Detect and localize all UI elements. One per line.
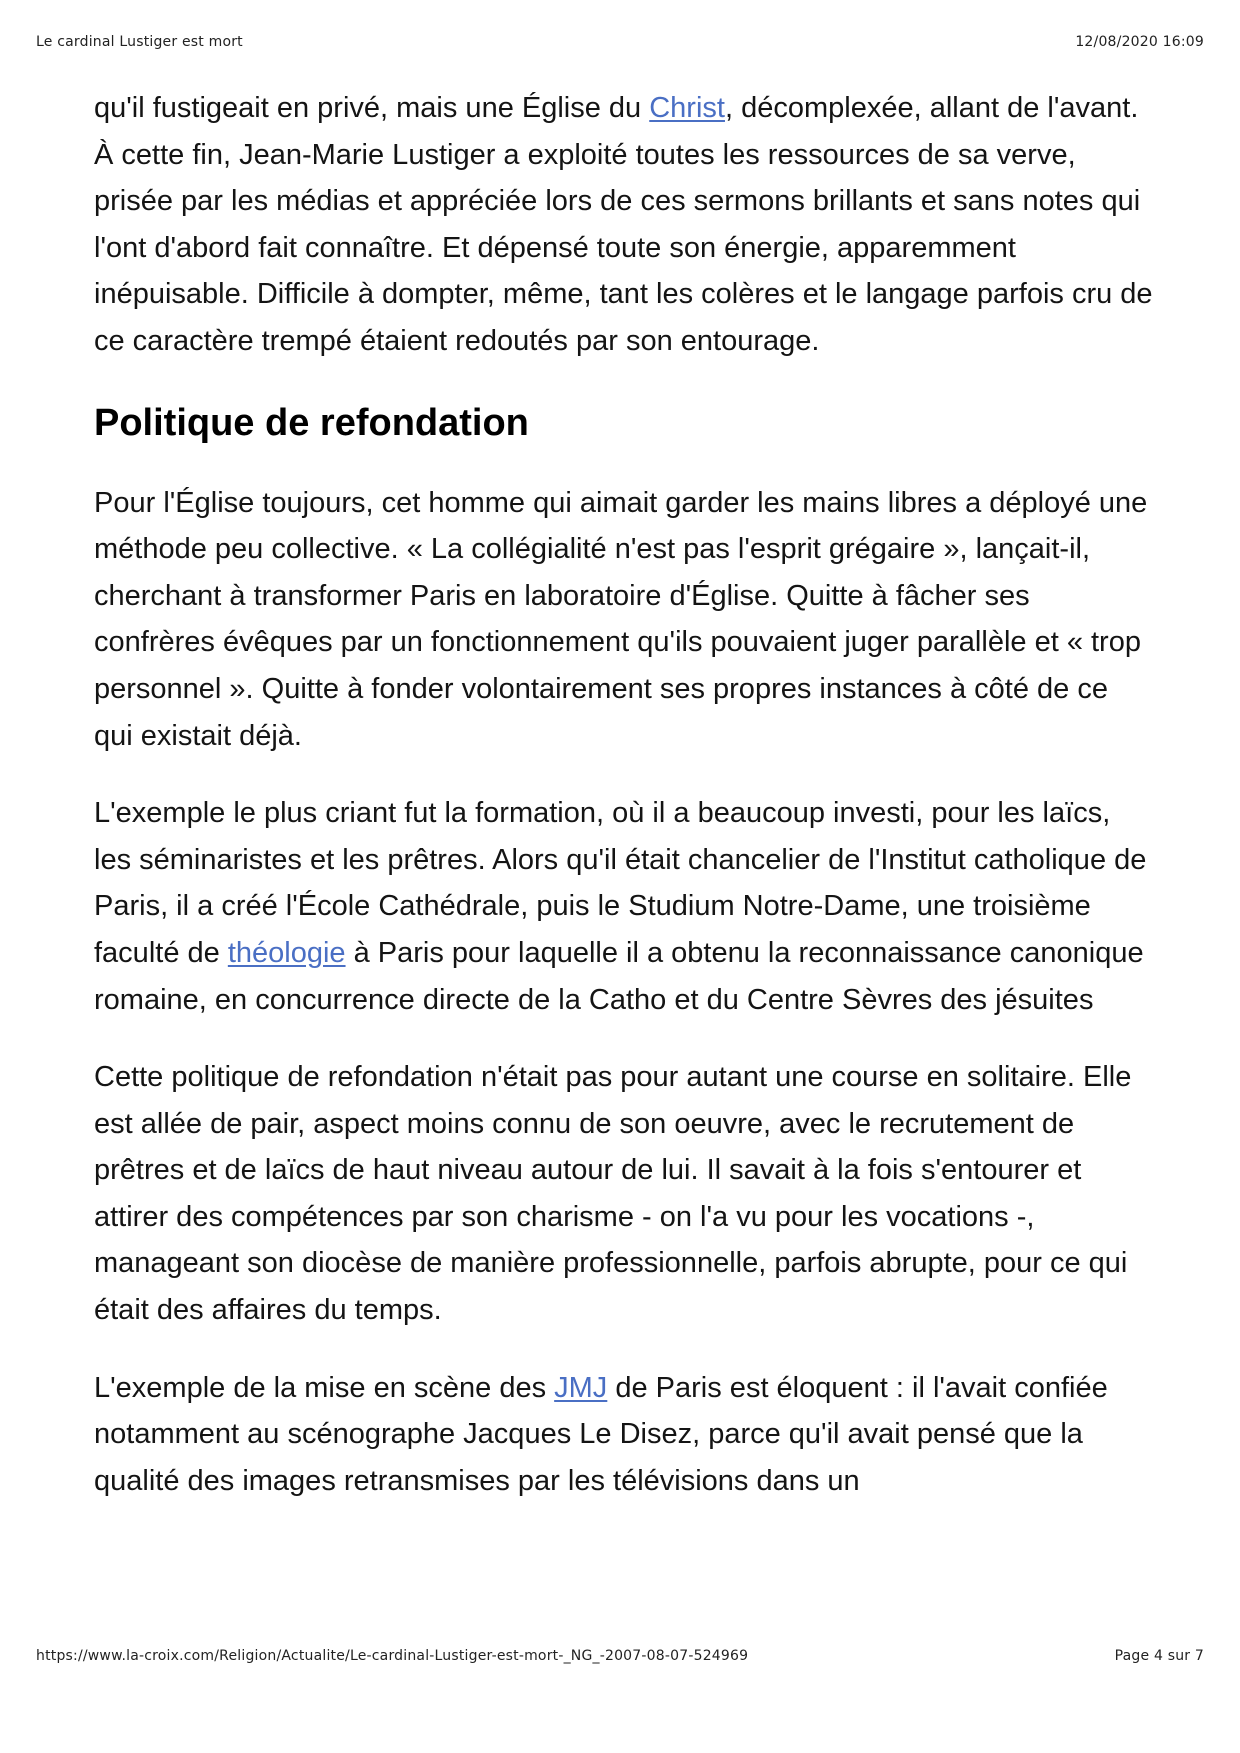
paragraph-4: Cette politique de refondation n'était pas pour autant une course en solitaire. Elle est allée de pair, aspect moins connu de son oeuvre, avec le recrutement de prêtres et de laïcs de haut niveau autour de lui. Il savait à la fois s'entourer et attirer des compétences par son charisme - on l'a vu pour les vocations -, manageant son diocèse de manière professionnelle, parfois abrupte, pour ce qui était des affaires du temps. bbox=[94, 1061, 1132, 1327]
page-number: Page 4 sur 7 bbox=[1114, 1648, 1204, 1664]
link-theologie[interactable]: théologie bbox=[227, 936, 346, 969]
paragraph-3 bbox=[94, 790, 1154, 1023]
print-header bbox=[36, 34, 1204, 50]
paragraph-3-text-end: à Paris pour laquelle il a obtenu la reconnaissance canonique romaine, en concurrence directe de la Catho et du Centre Sèvres des jésuites bbox=[94, 936, 1144, 1016]
section-heading: Politique de refondation bbox=[94, 401, 529, 444]
page-title: Le cardinal Lustiger est mort bbox=[36, 34, 243, 50]
paragraph-1-text-start: qu'il fustigeait en privé, mais une Église du bbox=[94, 92, 650, 124]
print-datetime: 12/08/2020 16:09 bbox=[1075, 34, 1204, 50]
paragraph-2: Pour l'Église toujours, cet homme qui aimait garder les mains libres a déployé une méthode peu collective. « La collégialité n'est pas l'esprit grégaire », lançait-il, cherchant à transformer Paris en laboratoire d'Église. Quitte à fâcher ses confrères évêques par un fonctionnement qu'ils pouvaient juger parallèle et « trop personnel ». Quitte à fonder volontairement ses propres instances à côté de ce qui existait déjà. bbox=[94, 486, 1148, 752]
print-footer bbox=[36, 1648, 1204, 1664]
page-url: https://www.la-croix.com/Religion/Actualite/Le-cardinal-Lustiger-est-mort-_NG_-2007-08-07-524969 bbox=[36, 1648, 749, 1664]
paragraph-1-text-end: , décomplexée, allant de l'avant. À cette fin, Jean-Marie Lustiger a exploité toutes les ressources de sa verve, prisée par les médias et appréciée lors de ces sermons brillants et sans notes qui l'ont d'abord fait connaître. Et dépensé toute son énergie, apparemment inépuisable. Difficile à dompter, même, tant les colères et le langage parfois cru de ce caractère trempé étaient redoutés par son entourage. bbox=[94, 92, 1153, 357]
paragraph-3-text-start: L'exemple le plus criant fut la formation, où il a beaucoup investi, pour les laïcs, les séminaristes et les prêtres. Alors qu'il était chancelier de l'Institut catholique de Paris, il a créé l'École Cathédrale, puis le Studium Notre-Dame, une troisième faculté de bbox=[94, 797, 1147, 969]
link-christ[interactable]: Christ bbox=[649, 92, 725, 124]
paragraph-5 bbox=[94, 1365, 1154, 1505]
paragraph-1 bbox=[94, 85, 1154, 365]
link-jmj[interactable]: JMJ bbox=[554, 1371, 608, 1404]
paragraph-5-text-end: de Paris est éloquent : il l'avait confiée notamment au scénographe Jacques Le Disez, parce qu'il avait pensé que la qualité des images retransmises par les télévisions dans un bbox=[94, 1371, 1108, 1497]
paragraph-5-text-start: L'exemple de la mise en scène des bbox=[94, 1371, 555, 1404]
article-body bbox=[94, 85, 1154, 1535]
